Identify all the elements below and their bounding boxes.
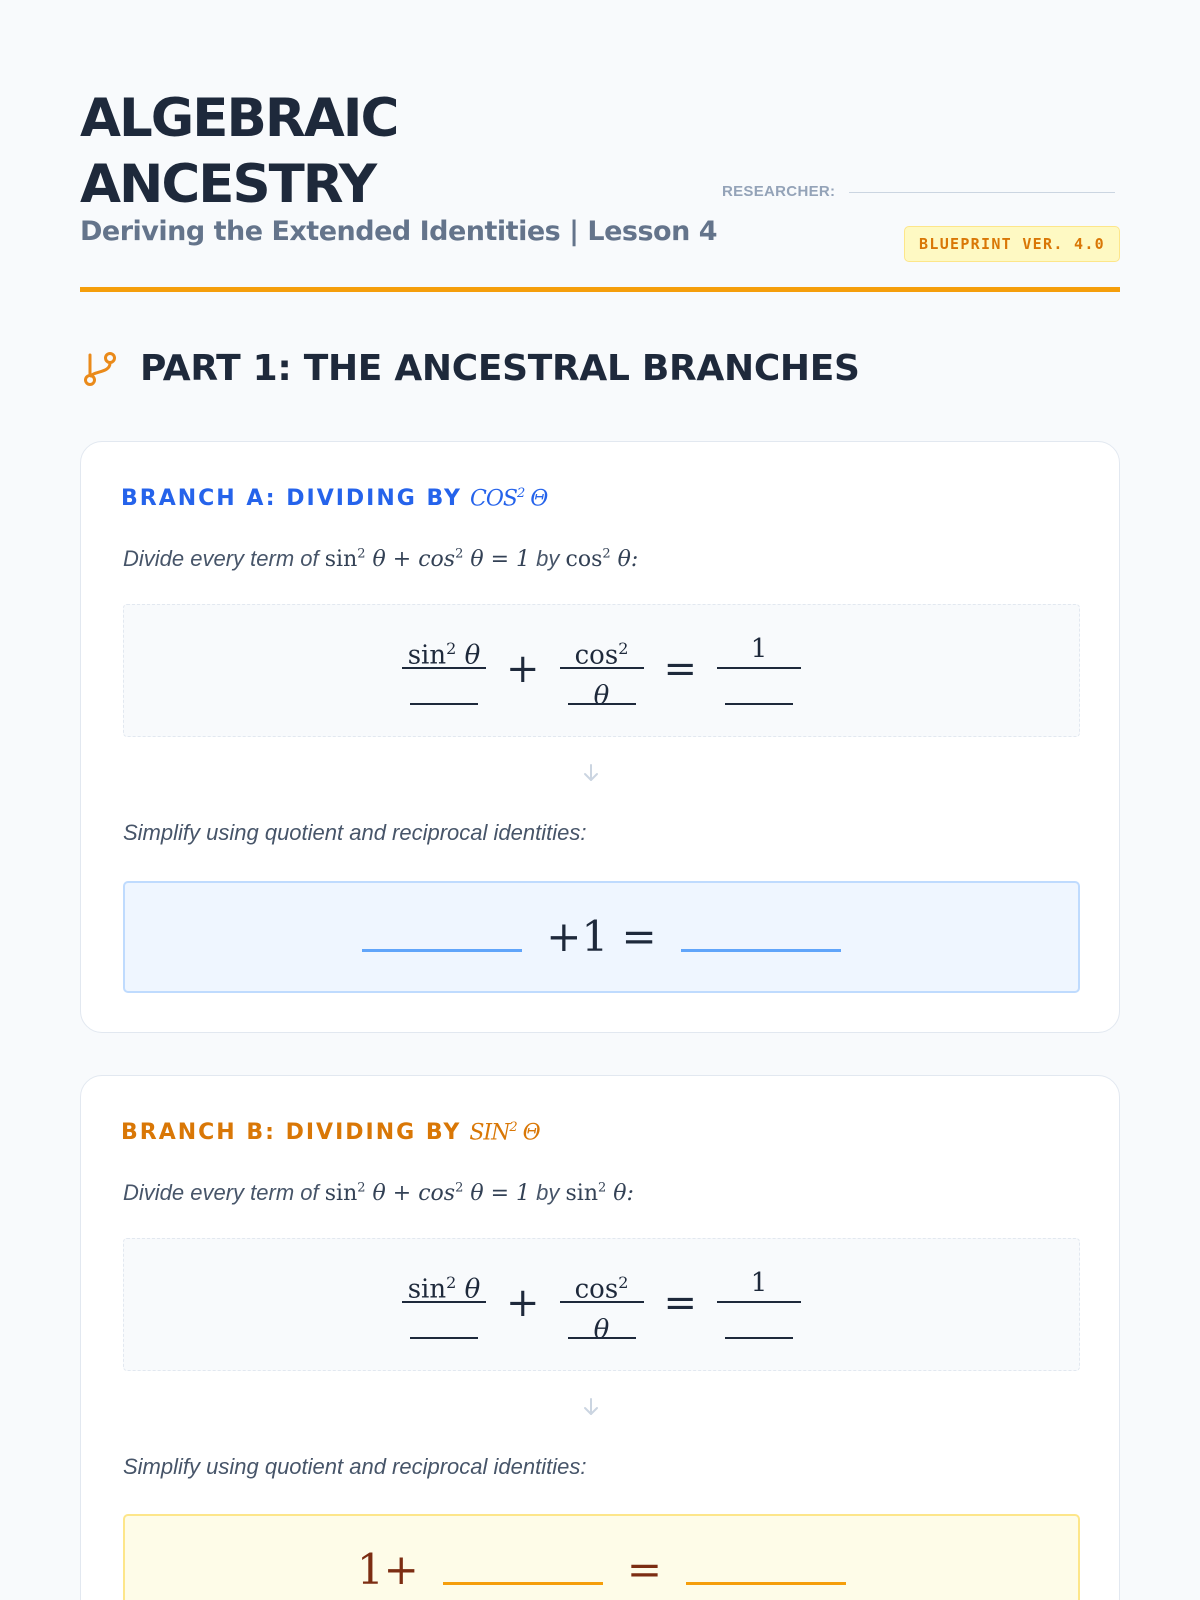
arrow-down-icon [580,1396,602,1418]
num-theta: θ [593,680,610,711]
branch-b-instruction [123,1180,634,1206]
num-fn: sin [407,1274,447,1305]
num-exp: 2 [618,1273,629,1292]
branch-b-fraction-workspace [123,1238,1080,1371]
plus-sign: + [505,1280,540,1326]
fraction-numerator [560,629,644,711]
branch-a-instruction-divisor [566,547,639,572]
researcher-label: RESEARCHER: [722,183,836,200]
equals-sign: = [663,1280,698,1326]
branch-a-title-text: BRANCH A: DIVIDING BY [121,486,462,512]
identity-exp-1: 2 [357,546,366,562]
answer-blank-left[interactable] [443,1555,603,1585]
denominator-blank[interactable] [568,1303,636,1339]
num-fn: cos [574,640,619,671]
branch-b-division-equation [124,1263,1079,1345]
num-theta: θ [464,1274,481,1305]
branch-a-divisor-var: Θ [530,486,548,512]
num-exp: 2 [618,639,629,658]
header-divider [80,287,1120,292]
identity-sin: sin [324,547,358,572]
branch-a-divisor-fn: COS [470,486,517,512]
branch-b-title-text: BRANCH B: DIVIDING BY [121,1120,462,1146]
divisor-suffix: θ: [617,547,639,572]
identity-end: θ = 1 [470,1181,531,1206]
denominator-blank[interactable] [725,669,793,705]
result-equals-text: = [626,1545,663,1594]
branch-a-fraction-workspace [123,604,1080,737]
branch-b-instruction-divisor [566,1181,634,1206]
git-branch-icon [80,349,120,389]
branch-a-instruction [123,546,638,572]
denominator-blank[interactable] [410,1303,478,1339]
researcher-name-blank[interactable] [849,192,1115,193]
identity-exp-2: 2 [455,546,464,562]
branch-b-divisor [469,1120,539,1145]
branch-b-title [121,1120,540,1145]
branch-b-simplify-instruction: Simplify using quotient and reciprocal identities: [123,1454,587,1479]
branch-b-card [80,1075,1120,1600]
num-theta: θ [464,640,481,671]
fraction-cos [560,629,644,711]
identity-mid: θ + cos [372,547,456,572]
num-fn: sin [407,640,447,671]
answer-blank-right[interactable] [681,922,841,952]
fraction-numerator: 1 [717,629,801,669]
title-line-2: ANCESTRY [80,154,376,215]
result-middle-text: +1 = [546,912,657,961]
fraction-numerator [402,1263,486,1303]
fraction-one [717,629,801,705]
identity-sin: sin [324,1181,358,1206]
branch-b-instruction-prefix: Divide every term of [123,1180,319,1205]
identity-exp-2: 2 [455,1180,464,1196]
page-title [80,86,397,218]
identity-end: θ = 1 [470,547,531,572]
title-line-1: ALGEBRAIC [80,88,398,149]
page-subtitle: Deriving the Extended Identities | Lesson 4 [80,216,717,247]
result-start-text: 1+ [356,1545,419,1594]
num-theta: θ [593,1314,610,1345]
branch-a-card [80,441,1120,1033]
num-exp: 2 [446,639,457,658]
divisor-exp: 2 [598,1180,607,1196]
divisor-fn: cos [565,547,603,572]
answer-blank-right[interactable] [686,1555,846,1585]
denominator-blank[interactable] [410,669,478,705]
branch-a-identity [325,547,530,572]
fraction-sin [402,1263,486,1339]
identity-exp-1: 2 [357,1180,366,1196]
branch-b-divisor-exp: 2 [509,1120,517,1135]
fraction-numerator [560,1263,644,1345]
fraction-one [717,1263,801,1339]
branch-a-instruction-prefix: Divide every term of [123,546,319,571]
branch-a-simplify-instruction: Simplify using quotient and reciprocal identities: [123,820,587,845]
branch-b-identity [325,1181,530,1206]
version-badge: BLUEPRINT VER. 4.0 [904,226,1120,262]
part-heading [80,348,860,389]
equals-sign: = [663,646,698,692]
divisor-fn: sin [565,1181,599,1206]
branch-a-divisor-exp: 2 [516,486,525,501]
divisor-suffix: θ: [613,1181,634,1206]
researcher-field [722,183,1115,200]
divisor-exp: 2 [602,546,611,562]
branch-a-division-equation [124,629,1079,711]
branch-a-divisor [470,486,547,511]
branch-a-instruction-by: by [536,546,560,571]
identity-mid: θ + cos [372,1181,456,1206]
branch-b-divisor-fn: SIN [469,1120,510,1146]
num-fn: cos [574,1274,619,1305]
fraction-sin [402,629,486,705]
branch-a-result-box [123,881,1080,993]
branch-a-title [121,486,547,511]
plus-sign: + [505,646,540,692]
branch-b-result-box [123,1514,1080,1600]
branch-b-divisor-var: Θ [522,1120,540,1146]
num-exp: 2 [446,1273,457,1292]
branch-b-instruction-by: by [536,1180,560,1205]
arrow-down-icon [580,762,602,784]
fraction-numerator: 1 [717,1263,801,1303]
denominator-blank[interactable] [725,1303,793,1339]
part-title: PART 1: THE ANCESTRAL BRANCHES [140,348,860,389]
fraction-cos [560,1263,644,1345]
fraction-numerator [402,629,486,669]
answer-blank-left[interactable] [362,922,522,952]
denominator-blank[interactable] [568,669,636,705]
